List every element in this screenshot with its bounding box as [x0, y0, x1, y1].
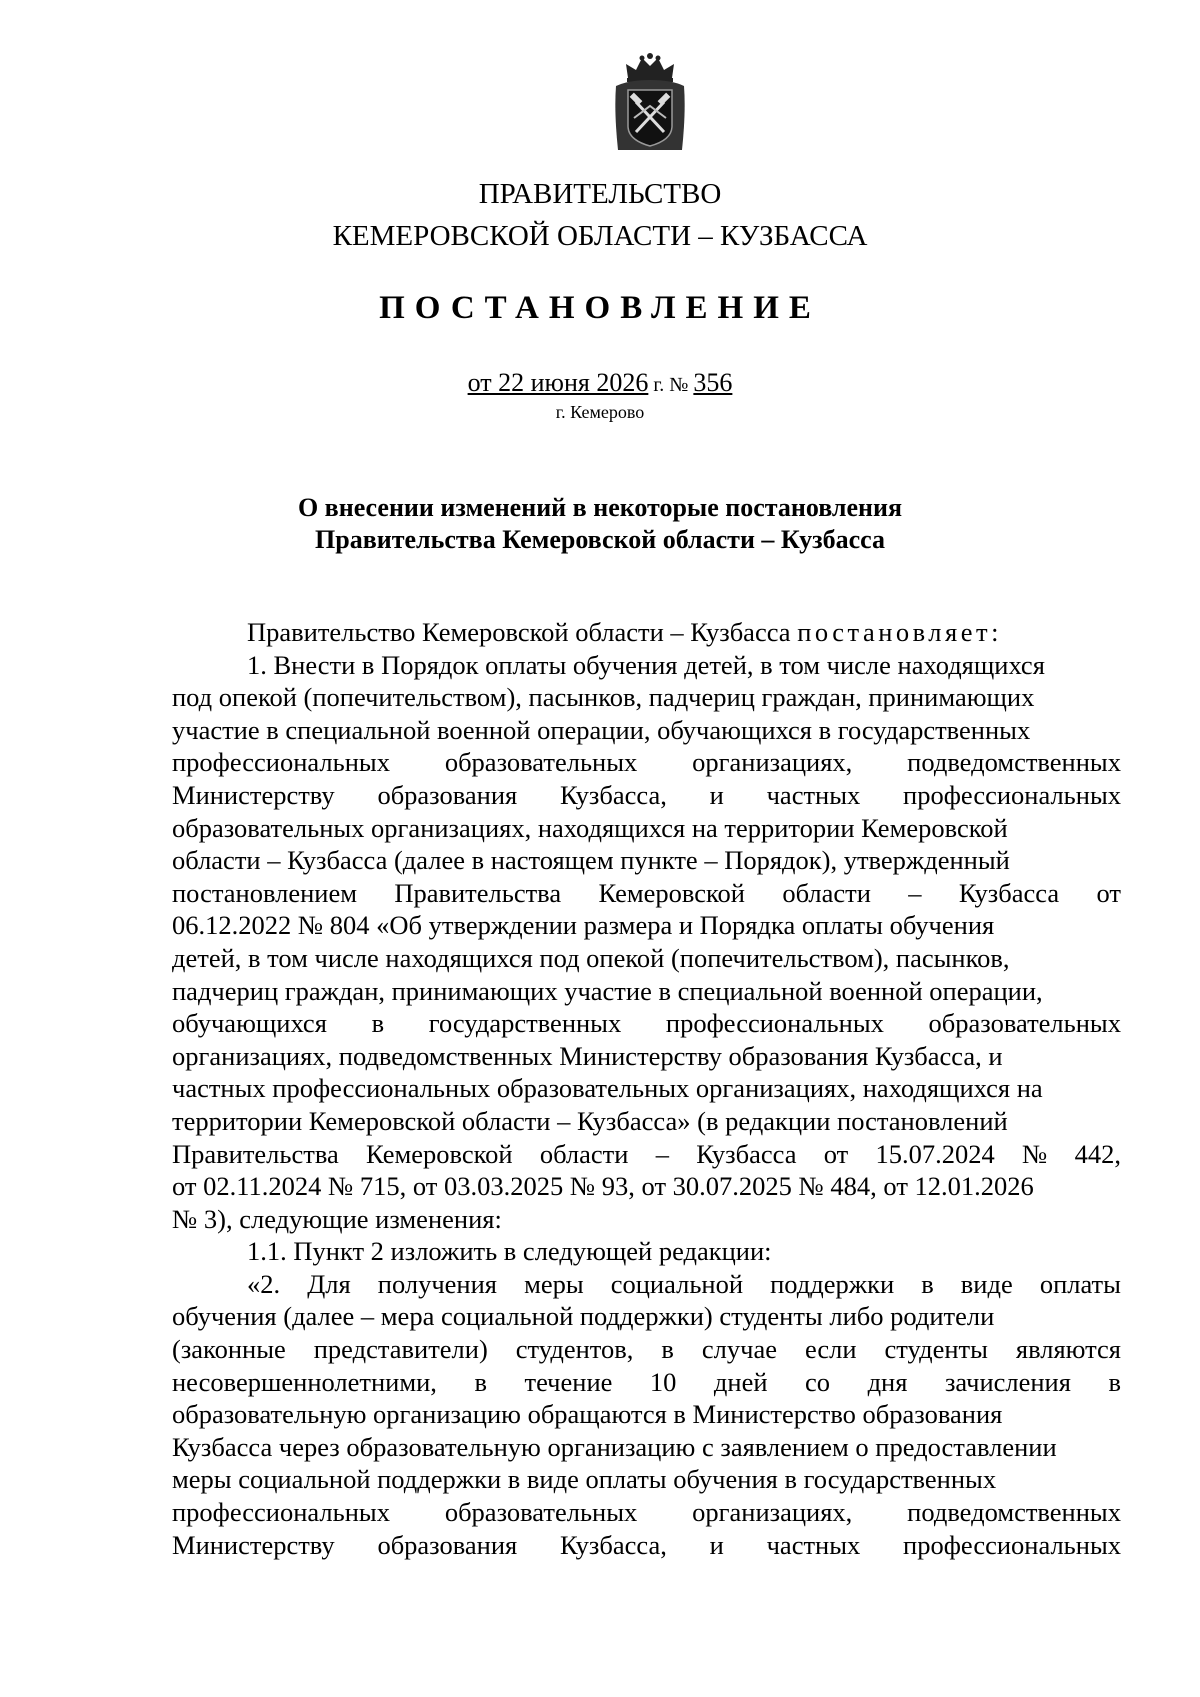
body-word: 15.07.2024 [875, 1138, 995, 1169]
body-line: обучения (далее – мера социальной поддержки) студенты либо родители [172, 1301, 995, 1332]
body-word: со [805, 1366, 831, 1397]
body-word: образования [377, 779, 518, 810]
body-word: несовершеннолетними, [172, 1366, 437, 1397]
org-name-line2: КЕМЕРОВСКОЙ ОБЛАСТИ – КУЗБАССА [332, 220, 868, 252]
body-word: от [1096, 877, 1121, 908]
body-word: обучающихся [172, 1008, 327, 1039]
body-line: участие в специальной военной операции, обучающихся в государственных [172, 714, 1031, 745]
document-date: от 22 июня 2026 [467, 368, 649, 397]
body-word: частных [766, 779, 861, 810]
body-word: 442, [1074, 1138, 1121, 1169]
body-word: студенты [884, 1334, 988, 1365]
body-word: если [804, 1334, 857, 1365]
body-word: Правительства [394, 877, 562, 908]
body-line: области – Кузбасса (далее в настоящем пункте – Порядок), утвержденный [172, 845, 1010, 876]
body-word: – [908, 877, 922, 908]
body-word: меры [524, 1268, 584, 1299]
body-word: области [539, 1138, 629, 1169]
body-word: профессиональных [903, 779, 1121, 810]
body-line [172, 1529, 1121, 1562]
body-word: социальной [610, 1268, 744, 1299]
body-word: Для [307, 1268, 351, 1299]
body-word: постановлением [172, 877, 357, 908]
body-word: и [709, 1529, 724, 1560]
body-word: в [921, 1268, 934, 1299]
city-label: г. Кемерово [555, 402, 645, 422]
body-line [172, 877, 1121, 910]
body-line: падчериц граждан, принимающих участие в специальной военной операции, [172, 975, 1043, 1006]
body-word: Правительства [172, 1138, 339, 1169]
body-word: подведомственных [907, 747, 1121, 778]
body-word: случае [701, 1334, 777, 1365]
body-word: студентов, [515, 1334, 634, 1365]
body-word: государственных [428, 1008, 622, 1039]
body-word: образовательных [444, 1497, 638, 1528]
body-word: образовательных [928, 1008, 1121, 1039]
body-word: Кузбасса, [560, 1529, 667, 1560]
body-word: зачисления [944, 1366, 1071, 1397]
body-word: организациях, [692, 747, 853, 778]
body-word: представители) [313, 1334, 488, 1365]
body-word: в [1108, 1366, 1121, 1397]
org-name-line1: ПРАВИТЕЛЬСТВО [478, 178, 722, 210]
subject-line-1: О внесении изменений в некоторые постановления [297, 493, 903, 522]
year-number-label: г. № [648, 374, 694, 396]
body-line [172, 1007, 1121, 1040]
body-word: (законные [172, 1334, 286, 1365]
body-word: виде [960, 1268, 1013, 1299]
body-word: в [474, 1366, 487, 1397]
body-word: профессиональных [903, 1529, 1121, 1560]
body-word: профессиональных [172, 747, 390, 778]
body-word: поддержки [770, 1268, 895, 1299]
body-line [172, 1366, 1121, 1399]
body-word: оплаты [1039, 1268, 1121, 1299]
body-word: в [661, 1334, 674, 1365]
body-word: подведомственных [907, 1497, 1121, 1528]
subject-line-2: Правительства Кемеровской области – Кузбасса [315, 525, 885, 554]
body-line: частных профессиональных образовательных организациях, находящихся на [172, 1073, 1043, 1104]
body-word: № [1022, 1138, 1048, 1169]
body-word: дней [713, 1366, 768, 1397]
body-word: течение [524, 1366, 613, 1397]
body-word: Кузбасса [958, 877, 1060, 908]
preamble-resolves: постановляет [797, 617, 992, 647]
body-line: детей, в том числе находящихся под опекой (попечительством), пасынков, [172, 942, 1010, 973]
body-word: образования [377, 1529, 518, 1560]
preamble [172, 616, 1121, 649]
body-line: организациях, подведомственных Министерству образования Кузбасса, и [172, 1040, 1003, 1071]
body-word: профессиональных [665, 1008, 884, 1039]
kuzbass-coat-of-arms-icon [612, 52, 688, 156]
body-word: получения [377, 1268, 497, 1299]
body-word: дня [867, 1366, 908, 1397]
body-line: 1.1. Пункт 2 изложить в следующей редакции: [247, 1236, 772, 1267]
preamble-colon: : [991, 617, 999, 647]
body-line [172, 779, 1121, 812]
body-word: образовательных [444, 747, 638, 778]
body-word: Кемеровской [366, 1138, 513, 1169]
body-line: образовательную организацию обращаются в Министерство образования [172, 1399, 1003, 1430]
body-line: 06.12.2022 № 804 «Об утверждении размера и Порядка оплаты обучения [172, 910, 995, 941]
body-word: Министерству [172, 1529, 335, 1560]
body-word: и [709, 779, 724, 810]
body-line: от 02.11.2024 № 715, от 03.03.2025 № 93, от 30.07.2025 № 484, от 12.01.2026 [172, 1171, 1034, 1202]
body-word: «2. [247, 1268, 281, 1299]
body-word: 10 [649, 1366, 677, 1397]
document-number: 356 [693, 368, 733, 397]
body-word: профессиональных [172, 1497, 390, 1528]
body-word: области [782, 877, 871, 908]
body-line: Кузбасса через образовательную организацию с заявлением о предоставлении [172, 1431, 1057, 1462]
body-line: территории Кемеровской области – Кузбасса» (в редакции постановлений [172, 1105, 1008, 1136]
preamble-text: Правительство Кемеровской области – Кузбасса [247, 617, 798, 647]
body-word: Кузбасса, [560, 779, 667, 810]
document-type-title: ПОСТАНОВЛЕНИЕ [379, 290, 821, 326]
body-word: являются [1015, 1334, 1121, 1365]
body-word: Кемеровской [598, 877, 745, 908]
body-line: 1. Внести в Порядок оплаты обучения детей, в том числе находящихся [247, 649, 1045, 680]
body-word: частных [766, 1529, 861, 1560]
body-line [172, 746, 1121, 779]
body-word: от [823, 1138, 849, 1169]
body-word: Кузбасса [696, 1138, 797, 1169]
body-line: № 3), следующие изменения: [172, 1203, 502, 1234]
document-body [172, 616, 1121, 1561]
body-word: – [655, 1138, 669, 1169]
body-word: Министерству [172, 779, 335, 810]
document-subject [0, 492, 1200, 556]
body-line: под опекой (попечительством), пасынков, падчериц граждан, принимающих [172, 682, 1035, 713]
body-word: организациях, [692, 1497, 853, 1528]
body-line [172, 1268, 1121, 1301]
date-number-line [0, 368, 1200, 398]
body-line [172, 1333, 1121, 1366]
body-line: образовательных организациях, находящихся на территории Кемеровской [172, 812, 1008, 843]
body-word: в [371, 1008, 385, 1039]
body-line: меры социальной поддержки в виде оплаты обучения в государственных [172, 1464, 997, 1495]
body-line [172, 1138, 1121, 1171]
body-line [172, 1496, 1121, 1529]
